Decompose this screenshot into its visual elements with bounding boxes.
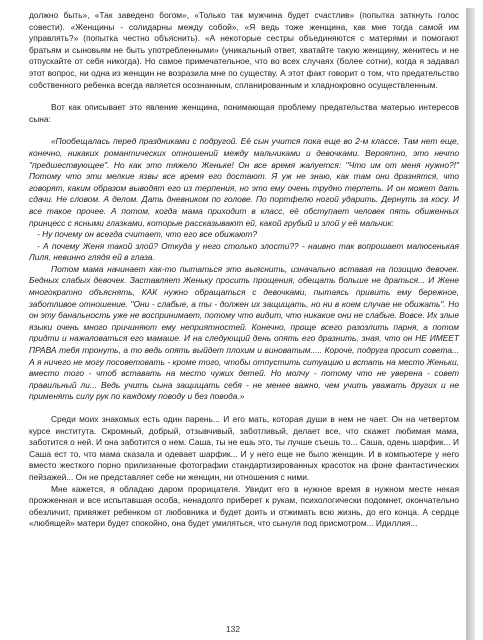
page-body [29, 10, 459, 530]
paragraph-4: Мне кажется, я обладаю даром прорицателя. Увидит его в нужное время в нужном месте некая прожженная и все испытавшая особа, ненадолго приберет к рукам, психологически подомнет, окончательно обезличит, привяжет ребенком от любовника и будет доить и отжимать всю жизнь, до его конца. А сердце «любящей» матери будет спокойно, она будет умиляться, что сынуля под присмотром... Идиллия... [29, 483, 459, 529]
page-shadow [466, 8, 475, 640]
paragraph-3: Среди моих знакомых есть один парень... И его мать, которая души в нем не чает. Он на четвертом курсе института. Скромный, добрый, отзывчивый, заботливый, делает все, что скажет любимая мама, заботится о ней. И она заботится о нем. Саша, ты не ешь это, ты лучше съешь то... Саша, одень шарфик... И Саша ест то, что мама сказала и одевает шарфик... И у него еще не было женщин. И в компьютере у него вместо жесткого порно прилизанные фотографии стандартизированных красоток на фоне фантастических пейзажей... Он не представляет себе ни женщин, ни отношения с ними. [29, 414, 459, 482]
spacer [29, 91, 459, 102]
quote-paragraph-1: «Пообещалась перед праздниками с подругой. Её сын учится пока еще во 2-м классе. Там нет еще, конечно, никаких романтических отношений между мальчиками и девочками. Вероятно, это нечто "предшествующее". Но как это тяжело Женьке! Он все время жалуется: "Что им от меня нужно?!" Потому что эти мелкие язвы все время его достают. Я уж не знаю, как там они дразнятся, что говорят, каким образом выводят его из терпения, но это ему очень трудно терпеть. И он может дать сдачи. Не словом. А делом. Дать дневником по голове. По портфелю ногой ударить. Дернуть за косу. И все такое прочее. А потом, когда мама приходит в класс, её обступает человек пять обиженных принцесс с ясными глазками, которые рассказывают ей, какой грубый и злой у её мальчик: [29, 136, 459, 228]
paragraph-2: Вот как описывает это явление женщина, понимающая проблему предательства матерью интересов сына: [29, 102, 459, 124]
page-number: 132 [226, 624, 240, 634]
quote-paragraph-2: Потом мама начинает как-то пытаться это выяснить, изначально вставая на позицию девочек. Бедных слабых девочек. Заставляет Женьку просить прощения, обещать больше не драться... И Жене многократно объяснять, КАК нужно обращаться с девочками, пытаясь привить ему бережное, заботливое отношение. "Они - слабые, а ты - должен их защищать, но ни в коем случае не обижать". Но он эту банальность уже не воспринимает, потому что видит, что никакие они не слабые. Вовсе. Их злые языки очень много причиняют ему неприятностей. Конечно, проще всего разозлить парня, а потом придти и нажаловаться его мамаше. И на следующий день опять его дразнить, зная, что он НЕ ИМЕЕТ ПРАВА тебя тронуть, а то ведь опять выйдет плохим и виноватым..... Короче, подруга просит совета... А я ничего не могу посоветовать - кроме того, чтобы отпустить ситуацию и встать на место Женьки, вместо того - чтоб вставать на место чужих детей. Но молчу - потому что не уверена - совет правильный ли... Ведь учить сына защищать себя - не менее важно, чем учить уважать других и не применять силу рук по каждому поводу и без повода.» [29, 263, 459, 402]
dialog-line-2: - А почему Женя такой злой? Откуда у него столько злости?? - наивно так вопрошает малюсенькая Лиля, невинно глядя ей в глаза. [29, 240, 459, 263]
paragraph-1: должно быть», «Так заведено богом», «Только так мужчина будет счастлив» (попытка заткнуть голос совести). «Женщины - солидарны между собой», «Я ведь тоже женщина, как мне тогда самой им управлять?» (попытка честно объяснить). «А некоторые сестры объединяются с матерями и помогают братьям и сыновьям не быть употребленными» (уникальный ответ, хватайте такую женщину, женитесь и не отпускайте от себя никогда). Но самое примечательное, что во всех случаях (более сотни), когда я задавал этот вопрос, ни одна из женщин не возразила мне по существу. А этот факт говорит о том, что предательство собственного ребенка всегда является осознанным, спланированным и хладнокровно осуществленным. [29, 10, 459, 90]
dialog-line-1: - Ну почему он всегда считает, что его все обижают? [37, 229, 258, 240]
spacer [29, 403, 459, 414]
spacer [29, 125, 459, 136]
